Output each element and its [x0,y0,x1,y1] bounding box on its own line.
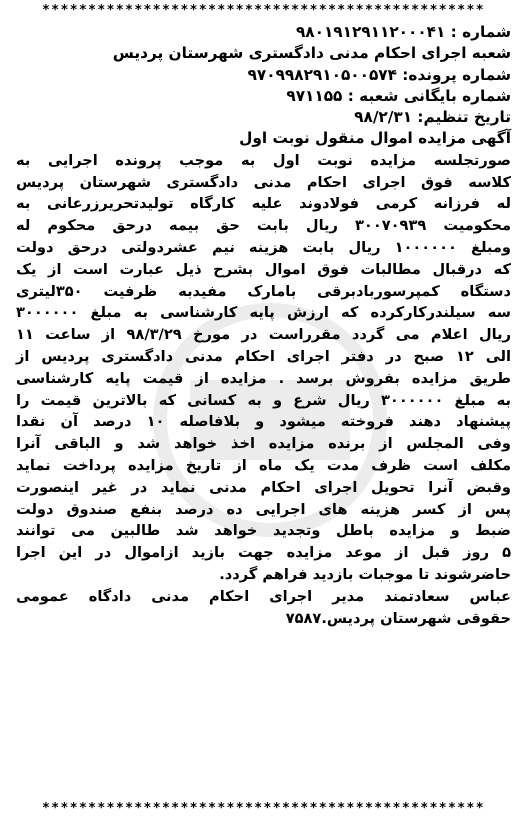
body-line: پس از کسر هزینه های اجرایی ده درصد بنفع صندوق دولت [16,500,511,518]
body-line: حاضرشوند تا موجبات بازدید فراهم گردد. [219,565,511,583]
signature-line: حقوقی شهرستان پردیس.۷۵۸۷ [285,609,511,627]
case-number: شماره پرونده: ۹۷۰۹۹۸۲۹۱۰۵۰۰۵۷۴ [247,65,511,84]
top-star-border: ************************************************ [42,4,485,18]
body-line: وفی المجلس از برنده مزایده اخذ خواهد شد و الباقی آنرا [16,435,511,453]
issue-date: تاریخ تنظیم: ۹۸/۲/۳۱ [354,108,511,127]
body-line: ضبط و مزایده باطل وتجدید خواهد شد طالبین می توانند [16,522,511,540]
notice-body [16,150,511,586]
notice-title: آگهی مزایده اموال منقول نوبت اول [239,129,511,148]
body-line: محکومیت ۳۰۰۷۰۹۳۹ ریال بابت حق بیمه درحق محکوم له [16,217,511,235]
signature-block [16,586,511,630]
body-line: کلاسه فوق اجرای احکام مدنی دادگستری شهرستان پردیس [16,173,511,191]
body-line: ریال اعلام می گردد مقرراست در مورخ ۹۸/۳/۲۹ از ساعت ۱۱ [16,326,511,344]
body-line: الی ۱۲ صبح در دفتر اجرای احکام مدنی دادگستری پردیس از [16,347,511,365]
body-line: ۵ روز قبل از موعد مزایده جهت بازید ازاموال در این اجرا [16,544,511,562]
body-line: طریق مزایده بفروش برسد . مزایده از قیمت پایه کارشناسی [16,369,511,387]
body-line: صورتجلسه مزایده نوبت اول به موجب پرونده اجرایی به [16,151,511,169]
body-line: له فرزانه کرمی فولادوند علیه کارگاه تولیدتحریرزرعانی به [16,195,511,213]
body-line: ومبلغ ۱۰۰۰۰۰۰ ریال بابت هزینه نیم عشردولتی درحق دولت [16,238,511,256]
body-line: دستگاه کمپرسوربادبرقی بامارک مفیدبه ظرفیت ۳۵۰لیتری [16,282,511,300]
bottom-star-border: ************************************************ [42,802,485,816]
signature-line: عباس سعادتمند مدیر اجرای احکام مدنی دادگاه عمومی [16,587,511,605]
body-line: پیشنهاد دهند فروخته میشود و بلافاصله ۱۰ درصد آن نقدا [16,413,511,431]
body-line: مکلف است ظرف مدت یک ماه از تاریخ مزایده پرداخت نماید [16,456,511,474]
body-line: که درقبال مطالبات فوق اموال بشرح ذیل عبارت است از یک [16,260,511,278]
branch-name: شعبه اجرای احکام مدنی دادگستری شهرستان پردیس [112,44,511,63]
body-line: به مبلغ ۳۰۰۰۰۰۰ ریال شرع و به کسانی که بالاترین قیمت را [16,391,511,409]
notice-content [16,22,511,629]
body-line: وقبض آنرا تحویل اجرای احکام مدنی نماید در غیر اینصورت [16,478,511,496]
notice-number: شماره : ۹۸۰۱۹۱۲۹۱۱۲۰۰۰۴۱ [295,23,511,41]
body-line: سه سیلندرکارکرده که ارزش پایه کارشناسی به مبلغ ۳۰۰۰۰۰۰ [16,304,511,322]
archive-number: شماره بایگانی شعبه : ۹۷۱۱۵۵ [286,86,511,105]
